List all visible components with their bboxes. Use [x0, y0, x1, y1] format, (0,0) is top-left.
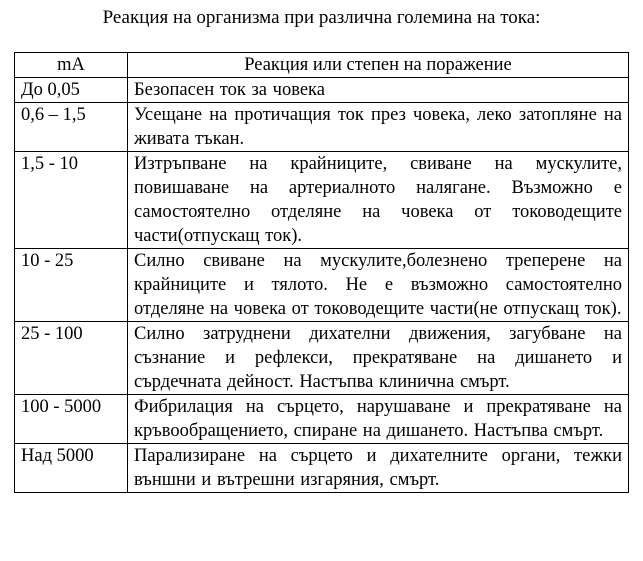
- cell-current-range: 10 - 25: [15, 249, 128, 322]
- table-header-row: [15, 53, 629, 78]
- cell-current-range: До 0,05: [15, 78, 128, 103]
- cell-reaction: Силно свиване на мускулите,болезнено треперене на крайниците и тялото. Не е възможно самостоятелно отделяне на човека от тоководещите части(не отпускащ ток).: [128, 249, 629, 322]
- table-row: [15, 444, 629, 493]
- header-ma: mA: [15, 53, 128, 78]
- table-row: [15, 78, 629, 103]
- document-title: Реакция на организма при различна големина на тока:: [102, 7, 541, 28]
- cell-reaction: Силно затруднени дихателни движения, загубване на съзнание и рефлекси, прекратяване на дишането и сърдечната дейност. Настъпва клинична смърт.: [128, 322, 629, 395]
- table-row: [15, 249, 629, 322]
- table-row: [15, 395, 629, 444]
- cell-current-range: 0,6 – 1,5: [15, 103, 128, 152]
- cell-reaction: Парализиране на сърцето и дихателните органи, тежки външни и вътрешни изгаряния, смърт.: [128, 444, 629, 493]
- cell-current-range: 25 - 100: [15, 322, 128, 395]
- header-reaction: Реакция или степен на поражение: [128, 53, 629, 78]
- cell-reaction: Усещане на протичащия ток през човека, леко затопляне на живата тъкан.: [128, 103, 629, 152]
- current-effects-table: [14, 52, 629, 493]
- cell-reaction: Безопасен ток за човека: [128, 78, 629, 103]
- cell-reaction: Изтръпване на крайниците, свиване на мускулите, повишаване на артериалното налягане. Възможно е самостоятелно отделяне на човека от тоководещите части(отпускащ ток).: [128, 152, 629, 249]
- cell-current-range: Над 5000: [15, 444, 128, 493]
- cell-current-range: 1,5 - 10: [15, 152, 128, 249]
- cell-current-range: 100 - 5000: [15, 395, 128, 444]
- cell-reaction: Фибрилация на сърцето, нарушаване и прекратяване на кръвообращението, спиране на дишането. Настъпва смърт.: [128, 395, 629, 444]
- table-row: [15, 322, 629, 395]
- table-row: [15, 103, 629, 152]
- table-row: [15, 152, 629, 249]
